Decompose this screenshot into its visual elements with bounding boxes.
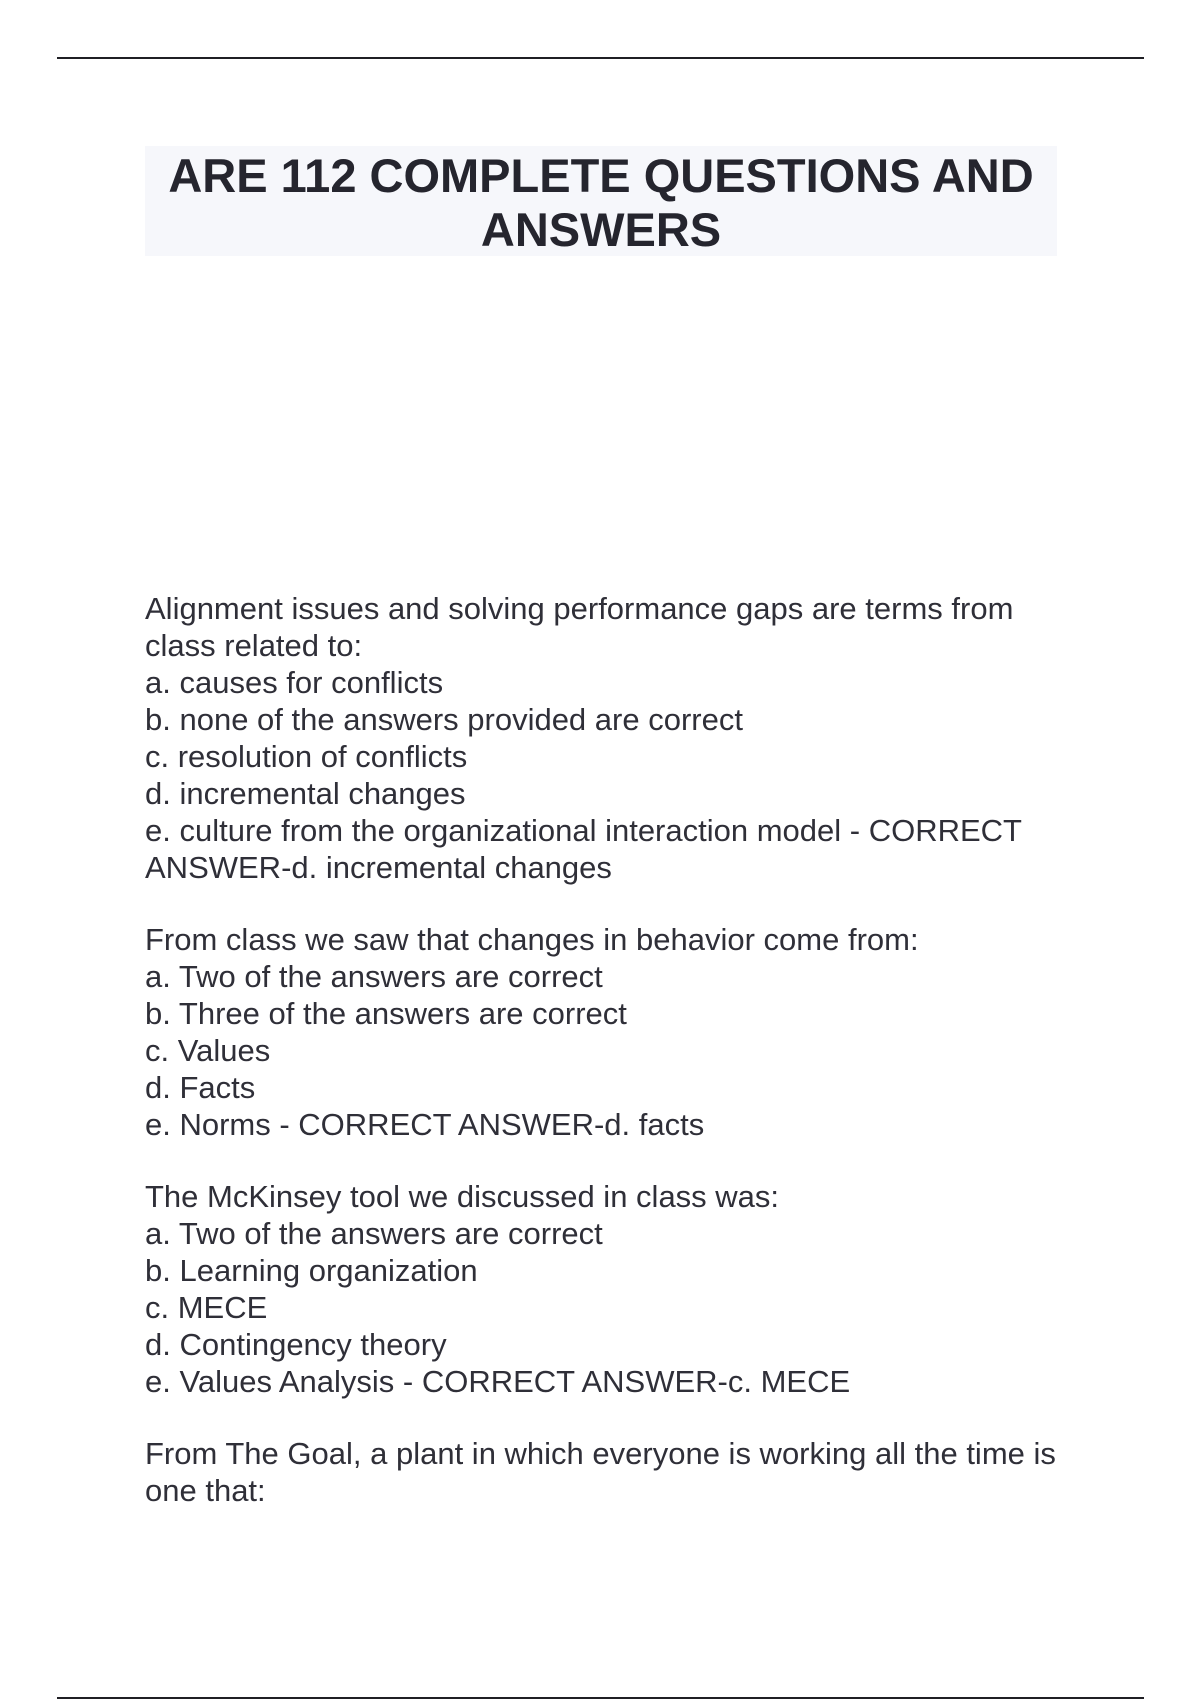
bottom-rule (57, 1697, 1144, 1699)
question-stem: The McKinsey tool we discussed in class was: (145, 1179, 780, 1214)
question-3 (145, 1178, 1065, 1400)
answer-option: c. Values (145, 1033, 271, 1068)
answer-option: c. resolution of conflicts (145, 739, 468, 774)
document-title: ARE 112 COMPLETE QUESTIONS AND ANSWERS (168, 149, 1034, 256)
answer-option: b. none of the answers provided are correct (145, 702, 743, 737)
title-banner (145, 146, 1057, 256)
answer-option: b. Three of the answers are correct (145, 996, 627, 1031)
answer-option: a. causes for conflicts (145, 665, 444, 700)
question-list (145, 590, 1065, 1544)
question-stem: From class we saw that changes in behavior come from: (145, 922, 919, 957)
answer-option: d. Facts (145, 1070, 256, 1105)
answer-option: d. incremental changes (145, 776, 466, 811)
answer-option: c. MECE (145, 1290, 268, 1325)
question-4 (145, 1435, 1065, 1509)
answer-option-with-correct-answer: e. Norms - CORRECT ANSWER-d. facts (145, 1107, 705, 1142)
top-rule (57, 57, 1144, 59)
answer-option-with-correct-answer: e. culture from the organizational interaction model - CORRECT ANSWER-d. incremental changes (145, 813, 1029, 885)
answer-option-with-correct-answer: e. Values Analysis - CORRECT ANSWER-c. MECE (145, 1364, 851, 1399)
answer-option: a. Two of the answers are correct (145, 1216, 603, 1251)
question-1 (145, 590, 1065, 886)
answer-option: a. Two of the answers are correct (145, 959, 603, 994)
question-stem: From The Goal, a plant in which everyone is working all the time is one that: (145, 1436, 1065, 1508)
question-stem: Alignment issues and solving performance gaps are terms from class related to: (145, 591, 1023, 663)
answer-option: b. Learning organization (145, 1253, 478, 1288)
answer-option: d. Contingency theory (145, 1327, 447, 1362)
question-2 (145, 921, 1065, 1143)
